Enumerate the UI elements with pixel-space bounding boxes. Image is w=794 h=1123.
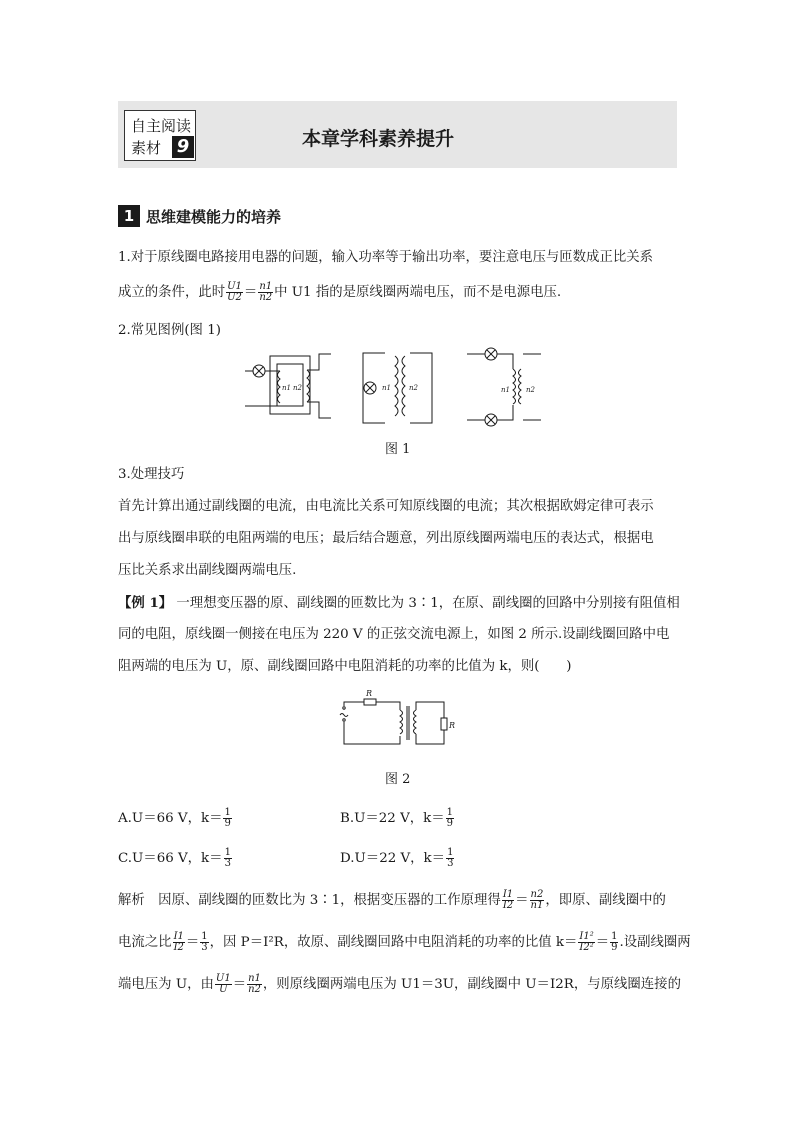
frac-den: 9 bbox=[224, 818, 231, 829]
frac-den: 3 bbox=[224, 858, 231, 869]
option-b-fraction bbox=[446, 808, 454, 829]
label-R-secondary: R bbox=[449, 721, 456, 730]
page-title: 本章学科素养提升 bbox=[302, 128, 455, 150]
solution-l3-post: ，则原线圈两端电压为 U1＝3U，副线圈中 U＝I2R，与原线圈连接的 bbox=[262, 977, 681, 992]
reading-tag bbox=[124, 110, 196, 161]
fraction bbox=[578, 932, 594, 953]
option-d-fraction bbox=[446, 848, 454, 869]
option-d-text: D.U＝22 V，k＝ bbox=[340, 851, 446, 866]
option-b-text: B.U＝22 V，k＝ bbox=[340, 811, 445, 826]
frac-num: U1 bbox=[227, 281, 242, 292]
tag-number: 9 bbox=[172, 136, 194, 158]
para1-line1: 1.对于原线圈电路接用电器的问题，输入功率等于输出功率，要注意电压与匝数成正比关系 bbox=[118, 250, 654, 265]
fraction-n bbox=[258, 282, 273, 303]
figure2-diagram bbox=[336, 688, 462, 750]
frac-den: I2 bbox=[502, 900, 514, 911]
frac-den: n1 bbox=[530, 900, 544, 911]
para2-text: 2.常见图例(图 1) bbox=[118, 323, 221, 338]
frac-num: 1 bbox=[611, 931, 618, 942]
figure1-diagram bbox=[245, 346, 545, 428]
label-n1-mid: n1 bbox=[382, 384, 391, 392]
solution-l3-pre: 端电压为 U，由 bbox=[118, 977, 214, 992]
option-c-fraction bbox=[224, 848, 232, 869]
label-n2-left: n2 bbox=[293, 384, 302, 392]
fraction bbox=[200, 932, 208, 953]
frac-num: I1 bbox=[502, 889, 514, 900]
example-line3: 阻两端的电压为 U，原、副线圈回路中电阻消耗的功率的比值为 k，则( ) bbox=[118, 659, 572, 674]
frac-den: 3 bbox=[201, 942, 208, 953]
para1-line2-pre: 成立的条件，此时 bbox=[118, 285, 226, 300]
example-line2: 同的电阻，原线圈一侧接在电压为 220 V 的正弦交流电源上，如图 2 所示.设副线圈回路中电 bbox=[118, 627, 670, 642]
example-line1 bbox=[118, 594, 680, 613]
example-label: 【例 1】 bbox=[118, 595, 173, 611]
frac-num: 1 bbox=[446, 807, 454, 818]
solution-line1: 解析 因原、副线圈的匝数比为 3∶1，根据变压器的工作原理得 $\frac{I1}{I2}$ ＝ $\frac{n2}{n1}$ ，即原、副线圈中的 bbox=[118, 889, 666, 911]
solution-line3: 端电压为 U，由 $\frac{U1}{U}$ ＝ $\frac{n1}{n2}$ ，则原线圈两端电压为 U1＝3U，副线圈中 U＝I2R，与原线圈连接的 bbox=[118, 973, 681, 995]
tag-line2: 素材 bbox=[131, 139, 162, 157]
label-R-primary: R bbox=[366, 689, 373, 698]
para3-line1: 首先计算出通过副线圈的电流，由电流比关系可知原线圈的电流；其次根据欧姆定律可表示 bbox=[118, 499, 654, 514]
frac-den: 3 bbox=[447, 858, 454, 869]
frac-num: n2 bbox=[530, 889, 544, 900]
frac-den: 9 bbox=[446, 818, 454, 829]
fraction bbox=[215, 974, 232, 995]
solution-l2-pre: 电流之比 bbox=[118, 935, 172, 950]
label-n1-right: n1 bbox=[501, 386, 510, 394]
fraction bbox=[502, 890, 514, 911]
fraction bbox=[530, 890, 545, 911]
option-c bbox=[118, 848, 233, 869]
example-text1: 一理想变压器的原、副线圈的匝数比为 3∶1，在原、副线圈的回路中分别接有阻值相 bbox=[176, 596, 680, 611]
frac-num: U1 bbox=[215, 973, 231, 984]
option-b bbox=[340, 808, 455, 829]
option-d bbox=[340, 848, 455, 869]
solution-l1-pre: 解析 因原、副线圈的匝数比为 3∶1，根据变压器的工作原理得 bbox=[118, 893, 501, 908]
figure2-caption: 图 2 bbox=[385, 772, 411, 787]
fraction bbox=[610, 932, 618, 953]
frac-num: I1 bbox=[173, 931, 184, 942]
equals-sign: ＝ bbox=[243, 285, 258, 300]
solution-line2: 电流之比 $\frac{I1}{I2}$ ＝ $\frac{1}{3}$ ，因 P＝I²R，故原、副线圈回路中电阻消耗的功率的比值 k＝ $\frac{\text{I1²}}{\text{I2²}}$ ＝ $\frac{1}{9}$ .设副线圈两 bbox=[118, 931, 691, 953]
frac-den: I2 bbox=[173, 942, 184, 953]
option-a-fraction bbox=[223, 808, 231, 829]
frac-den: n2 bbox=[248, 984, 261, 995]
solution-l1-post: ，即原、副线圈中的 bbox=[545, 893, 666, 908]
section-title: 思维建模能力的培养 bbox=[146, 208, 282, 226]
transformer-middle bbox=[363, 353, 432, 423]
para3-line2: 出与原线圈串联的电阻两端的电压；最后结合题意，列出原线圈两端电压的表达式，根据电 bbox=[118, 531, 654, 546]
para3-heading: 3.处理技巧 bbox=[118, 467, 185, 482]
option-a bbox=[118, 808, 233, 829]
section-number: 1 bbox=[118, 205, 140, 227]
label-n2-mid: n2 bbox=[409, 384, 418, 392]
para1-line2 bbox=[118, 282, 561, 303]
para3-line3: 压比关系求出副线圈两端电压. bbox=[118, 563, 297, 578]
frac-num: 1 bbox=[224, 847, 231, 858]
frac-den: U bbox=[219, 984, 228, 995]
frac-num: I1² bbox=[579, 931, 594, 942]
frac-den: I2² bbox=[579, 942, 594, 953]
figure1-caption: 图 1 bbox=[385, 442, 411, 457]
frac-num: n1 bbox=[259, 281, 273, 292]
solution-l2-post: .设副线圈两 bbox=[619, 935, 691, 950]
label-n1-left: n1 bbox=[282, 384, 291, 392]
option-c-text: C.U＝66 V，k＝ bbox=[118, 851, 223, 866]
fraction-u bbox=[226, 282, 243, 303]
label-n2-right: n2 bbox=[526, 386, 535, 394]
option-a-text: A.U＝66 V，k＝ bbox=[118, 811, 223, 826]
solution-l2-mid: ，因 P＝I²R，故原、副线圈回路中电阻消耗的功率的比值 k＝ bbox=[209, 935, 578, 950]
frac-num: 1 bbox=[447, 847, 454, 858]
frac-den: 9 bbox=[611, 942, 618, 953]
frac-num: 1 bbox=[201, 931, 208, 942]
para1-line2-post: 中 U1 指的是原线圈两端电压，而不是电源电压. bbox=[274, 285, 562, 300]
fraction bbox=[247, 974, 262, 995]
frac-num: 1 bbox=[224, 807, 231, 818]
frac-den: n2 bbox=[259, 292, 273, 303]
fraction bbox=[173, 932, 185, 953]
frac-num: n1 bbox=[248, 973, 261, 984]
tag-line1: 自主阅读 bbox=[131, 117, 192, 135]
frac-den: U2 bbox=[227, 292, 242, 303]
